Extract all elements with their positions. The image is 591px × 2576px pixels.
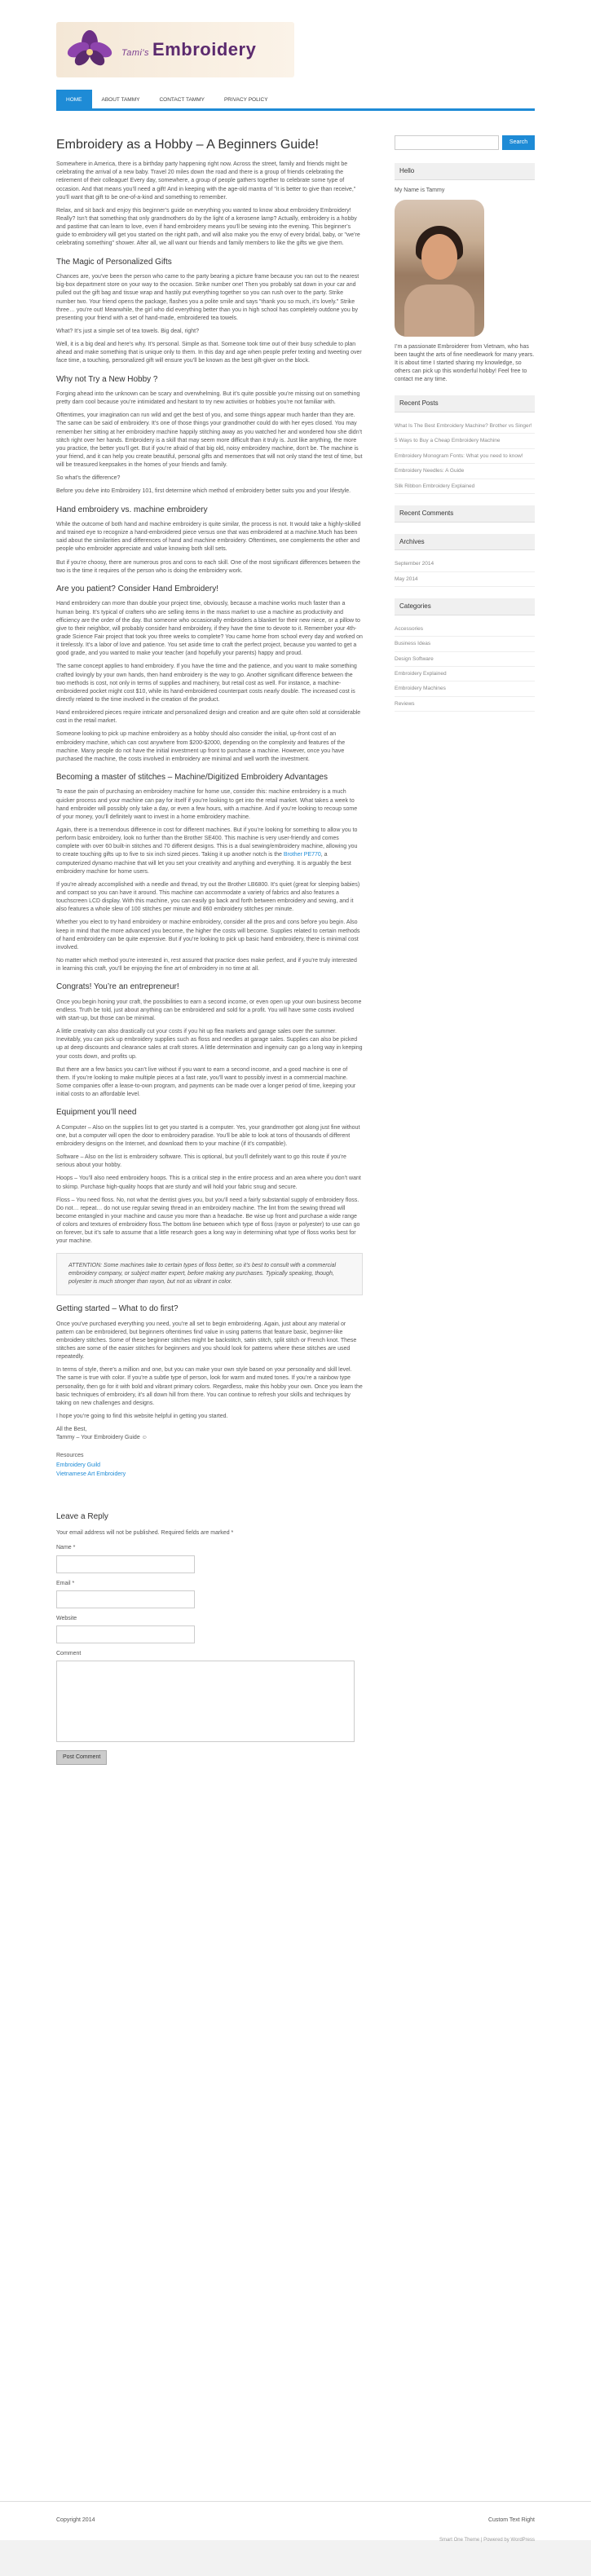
recent-post-link[interactable]: Silk Ribbon Embroidery Explained bbox=[395, 479, 535, 494]
paragraph: Before you delve into Embroidery 101, first determine which method of embroidery better suits you and your lifestyle. bbox=[56, 488, 351, 495]
footer-copyright: Copyright 2014 bbox=[56, 2517, 95, 2523]
section-heading: Becoming a master of stitches – Machine/Digitized Embroidery Advantages bbox=[56, 772, 328, 782]
archive-link[interactable]: May 2014 bbox=[395, 572, 535, 587]
category-link[interactable]: Design Software bbox=[395, 652, 535, 667]
brother-pe770-link[interactable]: Brother PE770 bbox=[283, 852, 321, 858]
section-heading: Why not Try a New Hobby ? bbox=[56, 374, 158, 384]
widget-title: Hello bbox=[395, 163, 535, 180]
section-heading: Equipment you’ll need bbox=[56, 1108, 137, 1118]
search-button[interactable]: Search bbox=[502, 135, 535, 150]
name-label: Name * bbox=[56, 1545, 76, 1551]
paragraph: But if you’re choosy, there are numerous pros and cons to each skill. One of the most significant differences between the two is the time it requires of the person who is doing the embroidery work. bbox=[56, 559, 360, 574]
widget-title: Recent Posts bbox=[395, 395, 535, 412]
nav-wrapper bbox=[0, 90, 591, 111]
footer-custom-text: Custom Text Right bbox=[487, 2517, 535, 2523]
smiley-icon: ☺ bbox=[141, 1435, 148, 1441]
paragraph: To ease the pain of purchasing an embroidery machine for home use, consider this: machine embroidery is a much quicker process and your machine can pay for itself if you’re looking to get into the retail market. What takes a week to hand embroider will possibly only take a day, or even a few hours, with a machine. And if you’re looking to recoup some of your money, you’ll definitely want to invest in a home embroidery machine. bbox=[56, 789, 358, 820]
hello-name: My Name is Tammy bbox=[395, 187, 445, 193]
paragraph: Someone looking to pick up machine embroidery as a hobby should also consider the initial, up-front cost of an embroidery machine, which can cost anywhere from $200-$2000, depending on the complexity and features of the machine. Many people do not have the initial investment up front to purchase a machine. However, once you have purchased the machine, the costs involved in embroidery are minimal and well worth the investment. bbox=[56, 731, 346, 762]
reply-note: Your email address will not be published. Required fields are marked * bbox=[56, 1530, 234, 1537]
sign-line-1: All the Best, bbox=[56, 1427, 87, 1433]
recent-post-link[interactable]: 5 Ways to Buy a Cheap Embroidery Machine bbox=[395, 434, 535, 448]
paragraph: So what’s the difference? bbox=[56, 475, 121, 482]
paragraph: I hope you’re going to find this website helpful in getting you started. bbox=[56, 1413, 228, 1419]
paragraph: Hoops – You’ll also need embroidery hoops. This is a critical step in the entire process and an area where you don’t want to skimp. Purchase high-quality hoops that are sturdy and will hold your fabric snug and secure. bbox=[56, 1176, 361, 1190]
recent-post-link[interactable]: Embroidery Monogram Fonts: What you need to know! bbox=[395, 449, 535, 464]
paragraph-text: Again, there is a tremendous difference in cost for different machines. But if you’re looking for something to allow you to perform basic embroidery, look no further than the Brother SE400. This machine is very user-friendly and comes complete with over 60 built-in stitches and 70 different designs. This is a dual sewing/embroidery machine, allowing you to create touching gifts up to five to six inch sized pieces. Taking it up another notch is the bbox=[56, 827, 358, 858]
resources-label: Resources bbox=[56, 1453, 84, 1459]
paragraph: Floss – You need floss. No, not what the dentist gives you, but you’ll need a fairly substantial supply of embroidery floss. Do not… repeat… do not use regular sewing thread in an embroidery machine. The lint from the sewing thread will become entangled in your machine and cause you more than a headache. Be wise up front and purchase a wide range of colors and textures of embroidery floss.The bottom line between which type of floss (rayon or polyester) to use can go on forever, but it’s safe to assume that a little research goes a long way in determining what type of floss works best for your machine. bbox=[56, 1197, 360, 1245]
reply-form bbox=[56, 1511, 363, 1765]
nav-contact[interactable]: CONTACT TAMMY bbox=[159, 97, 205, 103]
category-link[interactable]: Accessories bbox=[395, 622, 535, 637]
paragraph: If you’re already accomplished with a needle and thread, try out the Brother LB6800. It’s quiet (great for sleeping babies) and compact so you can have it around. This machine can accommodate a variety of fabrics and also features a touchscreen LCD display. With this machine, you can easily go back and forth between embroidery and sewing, and it also features a whole slew of 100 stitches per minute and 860 embroidery stitches per minute. bbox=[56, 881, 360, 913]
paragraph-text: , a computerized dynamo machine that will let you set your creativity and anything and everything. It is arguably the best embroidery machine for home users. bbox=[56, 852, 351, 875]
paragraph: Oftentimes, your imagination can run wild and get the best of you, and some things appear much harder than they are. The same can be said of embroidery. It’s one of those things your grandmother could do with her eyes closed. You may remember her sitting at her embroidery machine happily stitching away as you watched her and wondered how she didn’t stitch right over her hands. Embroidery is a skill that may seem more difficult than it truly is. Just like anything, the more you practice, the better you’ll get. But if you’re afraid of that big old, noisy embroidery machine, don’t be. The machine is your friend, and it can help you create beautiful, personal gifts and mementoes that will not only stand the test of time, but will be treasured keepsakes in the homes of your friends and family. bbox=[56, 412, 363, 469]
section-heading: Hand embroidery vs. machine embroidery bbox=[56, 505, 208, 514]
sign-line-2: Tammy – Your Embroidery Guide bbox=[56, 1435, 140, 1441]
section-heading: Are you patient? Consider Hand Embroidery! bbox=[56, 584, 218, 593]
paragraph: Software – Also on the list is embroidery software. This is optional, but you’ll definitely want to go this route if you’re serious about your hobby. bbox=[56, 1154, 346, 1169]
recent-post-link[interactable]: Embroidery Needles: A Guide bbox=[395, 464, 535, 479]
category-link[interactable]: Reviews bbox=[395, 697, 535, 712]
author-photo bbox=[395, 200, 484, 337]
paragraph: Relax, and sit back and enjoy this beginner’s guide on everything you wanted to know about embroidery Embroidery! Really? Isn’t that something that only grandmothers do by the light of a kerosene lamp? Actually, embroidery is a hobby and pastime that can learn to love, even if hand embroidery means you’ll be sewing into the evening. This beginner’s guide to embroidery will get you started on the right path, and will also make you the envy of every bridal, baby, or "we’re celebrating something" shower. After all, we all want our friends and family members to like the gifts we give them. bbox=[56, 207, 360, 247]
widget-title: Recent Comments bbox=[395, 505, 535, 523]
recent-posts-widget bbox=[395, 395, 535, 494]
main-nav bbox=[56, 90, 535, 111]
widget-title: Archives bbox=[395, 534, 535, 551]
section-heading: The Magic of Personalized Gifts bbox=[56, 257, 172, 267]
paragraph: Forging ahead into the unknown can be scary and overwhelming. But it’s quite possible you’re missing out on something pretty darn cool because you’re intimidated and hesitant to try new activities or hobbies you’re not familiar with. bbox=[56, 391, 360, 406]
paragraph-with-link bbox=[56, 827, 363, 876]
widget-title: Categories bbox=[395, 598, 535, 615]
email-label: Email * bbox=[56, 1580, 75, 1586]
search-input[interactable] bbox=[395, 135, 499, 150]
email-field[interactable] bbox=[56, 1590, 195, 1608]
archives-widget bbox=[395, 534, 535, 587]
paragraph: Once you begin honing your craft, the possibilities to earn a second income, or even open up your own business become endless. Truth be told, just about anything can be embroidered and sold for a profit. You will have some costs involved with start-up, but those can be minimal. bbox=[56, 999, 362, 1022]
sidebar bbox=[395, 135, 535, 2537]
nav-privacy[interactable]: PRIVACY POLICY bbox=[223, 97, 268, 103]
paragraph: Whether you elect to try hand embroidery or machine embroidery, consider all the pros and cons before you begin. Also keep in mind that the more advanced you become, the higher the costs will become. Supplies related to certain methods of hand embroidery can be quite expensive. But if you’re looking to pick up basic hand embroidery, there is minimal cost involved. bbox=[56, 920, 360, 951]
website-label: Website bbox=[56, 1615, 77, 1621]
site-logo[interactable] bbox=[56, 22, 294, 77]
comment-field[interactable] bbox=[56, 1661, 355, 1742]
name-field[interactable] bbox=[56, 1555, 195, 1573]
flower-logo-icon bbox=[64, 29, 115, 71]
paragraph: While the outcome of both hand and machine embroidery is quite similar, the process is not. It would take a highly-skilled and trained eye to recognize a hand-embroidered piece versus one that was embroidered at a machine.Much has been said about the similarities and differences of hand and machine embroidery. Oftentimes, one complements the other and people who embroider appreciate and value knowing both skill sets. bbox=[56, 522, 361, 553]
paragraph: Chances are, you’ve been the person who came to the party bearing a picture frame because you ran out to the nearest big-box department store on your way to the occasion. Strike number one! Then you probably sat down in your car and pulled out the gift bag and tissue wrap and hastily put everything together so you can rush over to the party. Strike number two. Your friend opens the package, flashes you a polite smile and says "thank you so much, it’s lovely." Strike three… you’re out! Meanwhile, the girl who did everything better than you in high school has completely outdone you by presenting your friend with a set of hand-made, embroidered tea towels. bbox=[56, 274, 359, 321]
comment-label: Comment bbox=[56, 1650, 82, 1656]
author-bio: I’m a passionate Embroiderer from Vietnam, who has been taught the arts of fine needlework for many years. It is about time I started sharing my knowledge, so others can pick up this wonderful hobby! Feel free to contact me any time. bbox=[395, 343, 535, 383]
section-heading: Congrats! You’re an entrepreneur! bbox=[56, 982, 179, 992]
paragraph: Well, it is a big deal and here’s why. It’s personal. Simple as that. Someone took time out of their busy schedule to plan ahead and make something that is unique only to them. In this day and age when people prefer texting and tweeting over face time, a touching, personalized gift will ensure you’ll be known as the best gift-giver on the block. bbox=[56, 342, 362, 364]
category-link[interactable]: Business Ideas bbox=[395, 637, 535, 651]
main-content bbox=[56, 135, 363, 2537]
reply-title: Leave a Reply bbox=[56, 1511, 108, 1521]
logo-text bbox=[121, 37, 256, 63]
paragraph: Hand embroidery can more than double your project time, obviously, because a machine works much faster than a human being. It’s typical of crafters who are selling items in the mass market to use a machine as productivity and efficiency are the order of the day. But someone who occasionally embroiders a blanket for their new niece, or a pillow to give to their neighbor, will probably consider hand embroidery, if they have the time to devote to it. Remember your 4th-grade Science Fair project that took you three weeks to complete? You came home from school every day and worked on it tirelessly. It’s a labor of love and patience. You set aside time to craft the perfect project, because you wanted to get a good grade, and you wanted to make your teacher (and hopefully your parents) happy and proud. bbox=[56, 601, 363, 657]
paragraph: In terms of style, there’s a million and one, but you can make your own style based on your personality and skill level. The same is true with color. If you’re a subtle type of person, look for warm and muted tones. If you’re a rainbow type personality, then go for it with bold and vibrant primary colors. Regardless, make this hobby your own. Once you learn the basic techniques of embroidery, it’s all down hill from there. You can continue to refresh your skills and techniques by taking on new challenges and designs. bbox=[56, 1367, 363, 1406]
footer-bar bbox=[0, 2501, 591, 2540]
categories-widget bbox=[395, 598, 535, 712]
article-title: Embroidery as a Hobby – A Beginners Guide! bbox=[56, 138, 319, 152]
paragraph: A Computer – Also on the supplies list to get you started is a computer. Yes, your grandmother got along just fine without one, but a computer will open the door to embroidery paradise. You’ll be able to look at tons of thousands of different embroidery designs on the Internet, and download them to your machine (if it’s compatible). bbox=[56, 1124, 360, 1148]
nav-home[interactable]: HOME bbox=[56, 90, 92, 108]
section-heading: Getting started – What to do first? bbox=[56, 1304, 179, 1314]
website-field[interactable] bbox=[56, 1625, 195, 1643]
search-widget bbox=[395, 135, 535, 150]
site-header bbox=[0, 0, 591, 90]
recent-comments-widget bbox=[395, 505, 535, 523]
post-comment-button[interactable]: Post Comment bbox=[56, 1750, 107, 1765]
archive-link[interactable]: September 2014 bbox=[395, 557, 535, 571]
paragraph: Somewhere in America, there is a birthday party happening right now. Across the street, family and friends might be celebrating the arrival of a new baby. Travel 20 miles down the road and there is a group of friends celebrating the retirement of their colleague! Every day, somewhere, a group of people gathers together to celebrate some type of occasion. And that means you’ll need a gift! And in keeping with the age-old mantra of "it is better to give than receive," you’ll want that gift to be one-of-a-kind and something to remember. bbox=[56, 161, 356, 201]
attention-quote: ATTENTION: Some machines take to certain types of floss better, so it’s best to consult with a commercial embroidery company, or subject matter expert, before making any purchases. Typically speaking, though, polyester is much stronger than rayon, but not as vibrant in color. bbox=[56, 1253, 363, 1295]
nav-about[interactable]: ABOUT TAMMY bbox=[101, 97, 140, 103]
paragraph: What? It’s just a simple set of tea towels. Big deal, right? bbox=[56, 328, 199, 334]
paragraph: The same concept applies to hand embroidery. If you have the time and the patience, and you want to make something crafted lovingly by your own hands, then hand embroidery is the way to go. Another significant difference between the two methods is cost, not only in terms of supplies and machinery, but retail cost as well. For instance, a machine-embroidered pocket might cost $10, while its hand-embroidered counterpart costs nearly double. The increased cost is directly related to the time involved in the creation of the product. bbox=[56, 664, 357, 703]
paragraph: A little creativity can also drastically cut your costs if you hit up flea markets and garage sales over the summer. Inevitably, you can pick up embroidery supplies such as floss and needles at garage sales. Supplies can also be picked up at deep discounts and clearance sales at craft stores. A little determination and ingenuity can go a long way in keeping your costs down, and profits up. bbox=[56, 1029, 363, 1060]
resource-link[interactable]: Embroidery Guild bbox=[56, 1462, 101, 1468]
hello-widget bbox=[395, 163, 535, 384]
footer-credit: Smart One Theme | Powered by WordPress bbox=[439, 2538, 535, 2543]
paragraph: Hand embroidered pieces require intricate and personalized design and creation and are quite often sold at considerable cost in the retail market. bbox=[56, 710, 361, 725]
paragraph: But there are a few basics you can’t live without if you want to earn a second income, and a good machine is one of them. If you’re looking to make multiple pieces at a fast rate, you’ll want to possibly invest in a commercial machine. Some companies offer a lease-to-own program, and payments can be made over a longer period of time, keeping your initial costs to an affordable level. bbox=[56, 1066, 356, 1098]
category-link[interactable]: Embroidery Explained bbox=[395, 667, 535, 681]
logo-prefix: Tami's bbox=[121, 48, 150, 59]
resource-link[interactable]: Vietnamese Art Embroidery bbox=[56, 1471, 126, 1477]
resources bbox=[56, 1452, 363, 1478]
category-link[interactable]: Embroidery Machines bbox=[395, 681, 535, 696]
recent-post-link[interactable]: What Is The Best Embroidery Machine? Brother vs Singer! bbox=[395, 419, 535, 434]
content-area bbox=[0, 111, 591, 2537]
signature bbox=[56, 1426, 363, 1442]
paragraph: No matter which method you’re interested in, rest assured that practice does make perfect, and if you’re truly interested in learning this craft, you’ll be enjoying the fine art of embroidery in no time at all. bbox=[56, 957, 357, 973]
logo-name: Embroidery bbox=[152, 39, 257, 60]
paragraph: Once you’ve purchased everything you need, you’re all set to begin embroidering. Again, just about any material or pattern can be embroidered, but beginners oftentimes find value in using patterns that feature basic, beginner-like embroidery stitches. Some of these beginner stitches might be backstitch, satin stitch, split stitch or French knot. These stitches are some of the easier stitches for beginners and you should look for patterns where these stitches are used repeatedly. bbox=[56, 1321, 357, 1361]
